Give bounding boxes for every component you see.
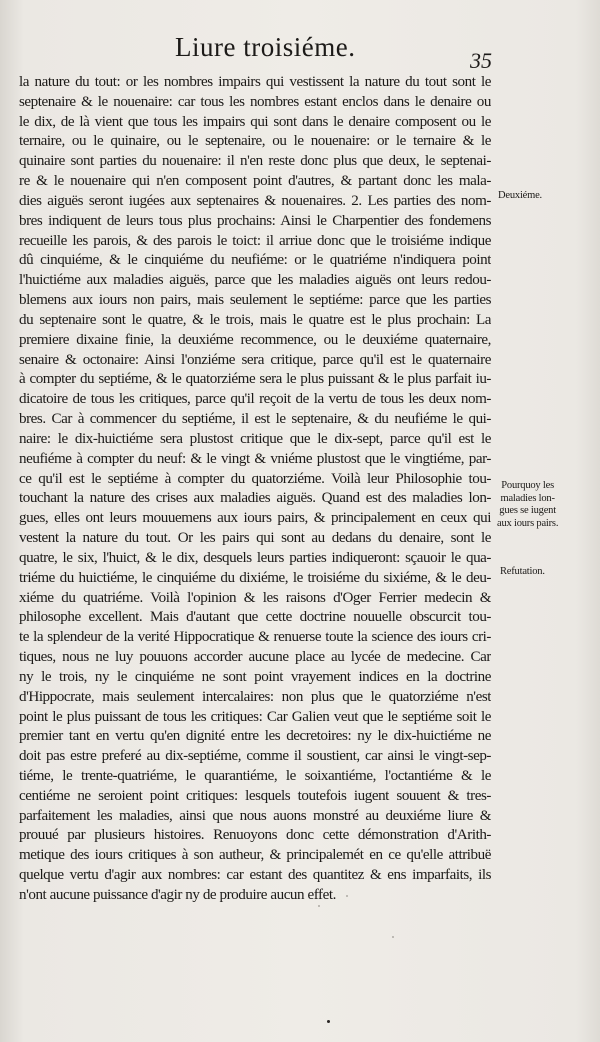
text-line: xiéme du quatriéme. Voilà l'opinion & les raisons d'Oger Ferrier medecin & [19,589,491,606]
text-line: tiéme, le trente-quatriéme, le quarantiéme, le soixantiéme, l'octantiéme & le [19,767,491,784]
text-line: d'Hippocrate, mais seulement intercalaires: non plus que le quatorziéme n'est [19,688,491,705]
text-line: dicatoire de tous les critiques, parce qu'il reçoit de la vertu de tous les deux nom- [19,391,491,408]
margin-note-refutation-text: Refutation. [500,566,545,577]
text-line: senaire & octonaire: Ainsi l'onziéme sera critique, parce qu'il est le quaternaire [19,351,491,368]
text-line: dû cinquiéme, & le cinquiéme du neufiéme: or le quatriéme n'indiquera point [19,252,491,269]
text-line: quatre, le six, l'huict, & le dix, desquels leurs parties indiqueront: sçauoir le qua- [19,549,491,566]
text-line: dies aiguës seront iugées aux septenaires & nouenaires. 2. Les parties des nom- [19,192,491,209]
text-line: triéme du huictiéme, le cinquiéme du dixiéme, le troisiéme du sixiéme, & le deu- [19,569,491,586]
text-line: parfaitement les maladies, ainsi que nous auons monstré au deuxiéme liure & [19,807,491,824]
margin-note-pourquoy-line: gues se iugent [499,505,556,516]
text-line: le dix, de là vient que tous les impairs qui sont dans le denaire composent ou le [19,113,491,130]
running-head [0,30,600,73]
footer-dot-mark [327,1020,330,1023]
text-line: centiéme ne seroient point critiques: lesquels toutefois iugent souuent & tres- [19,787,491,804]
text-line: la nature du tout: or les nombres impairs qui vestissent la nature du tout sont le [19,74,491,90]
text-line: re & le nouenaire qui n'en composent point d'autres, & partant donc les mala- [19,173,491,190]
text-line: blemens aux iours non pairs, mais seulement le septiéme: parce que les parties [19,292,491,309]
paper-speck [318,905,320,907]
text-line: quelque vertu d'agir aux nombres: car estant des quantitez & ens imparfaits, ils [19,867,491,884]
text-line: bres indiquent de leurs tous plus prochains: Ainsi le Charpentier des fondemens [19,212,491,229]
margin-note-pourquoy-line: Pourquoy les [501,480,554,491]
page-title: Liure troisiéme. [175,32,356,62]
paper-speck [392,936,394,938]
margin-note-refutation [500,566,545,579]
text-line: septenaire & le nouenaire: car tous les nombres estant enclos dans le denaire ou [19,93,491,110]
page-number: 35 [470,48,492,73]
text-line: philosophe excellent. Mais d'autant que cette doctrine nouuelle obscurcit tou- [19,609,491,626]
text-line: l'huictiéme aux maladies aiguës, parce que les maladies aiguës ont leurs redou- [19,272,491,289]
text-line: quinaire sont parties du nouenaire: il n'en reste donc plus que deux, le septenai- [19,153,491,170]
margin-note-pourquoy-line: maladies lon- [500,492,555,504]
text-line: ce qu'il est le septiéme à compter du quatorziéme. Voilà leur Philosophie tou- [19,470,491,487]
text-line: te la splendeur de la verité Hippocratique & renuerse toute la science des iours cri- [19,629,491,646]
text-line: premiere dixaine finie, la deuxiéme recommence, ou le deuxiéme quaternaire, [19,331,491,348]
text-line: ny le trois, ny le cinquiéme ne sont point vrayement indices en la doctrine [19,668,491,685]
text-line: doit pas estre preferé au dix-septiéme, comme il soustient, car ainsi le vingt-sep- [19,748,491,765]
text-line: vestent la nature du tout. Or les pairs qui sont au dedans du denaire, sont le [19,530,491,547]
text-line: premier tant en vertu qu'en dignité entre les decretoires: ny le dix-huictiéme ne [19,728,491,745]
paper-speck [346,895,348,897]
text-line: bres. Car à commencer du septiéme, il est le septenaire, & du neufiéme le qui- [19,411,491,428]
margin-note-deuxieme-text: Deuxiéme. [498,190,542,201]
text-line: n'ont aucune puissance d'agir ny de produire aucun effet. [19,886,336,903]
margin-note-pourquoy [497,480,558,530]
body-text [19,73,491,906]
text-line: à compter du septiéme, & le quatorziéme sera le plus puissant & le plus parfait iu- [19,371,491,388]
text-line: tiques, nous ne luy pouuons accorder aucune place au lycée de medecine. Car [19,649,491,666]
text-line: recueille les parois, & des parois le toict: il arriue donc que le troisiéme indique [19,232,491,249]
text-line: neufiéme à compter du neuf: & le vingt & vniéme plustost que le vingtiéme, par- [19,450,491,467]
text-line: gues, elles ont leurs mouuemens aux iours pairs, & principalement en ceux qui [19,510,491,527]
text-line: metique des iours critiques à son autheur, & principalemét en ce qu'elle attribuë [19,847,491,864]
text-line: naire: le dix-huictiéme sera plustost critique que le dix-sept, parce qu'il est le [19,430,491,447]
text-line: ternaire, ou le quinaire, ou le septenaire, ou le nouenaire: or le ternaire & le [19,133,491,150]
margin-note-deuxieme [498,190,542,203]
text-line: prouué par plusieurs histoires. Renuoyons donc cette démonstration d'Arith- [19,827,491,844]
text-line: touchant la nature des crises aux maladies aiguës. Quand est des maladies lon- [19,490,491,507]
margin-note-pourquoy-line: aux iours pairs. [497,517,559,529]
text-line: du septenaire sont le quatre, & le trois, mais le quatre est le plus prochain: La [19,311,491,328]
text-line: point le plus puissant de tous les critiques: Car Galien veut que le septiéme soit le [19,708,491,725]
